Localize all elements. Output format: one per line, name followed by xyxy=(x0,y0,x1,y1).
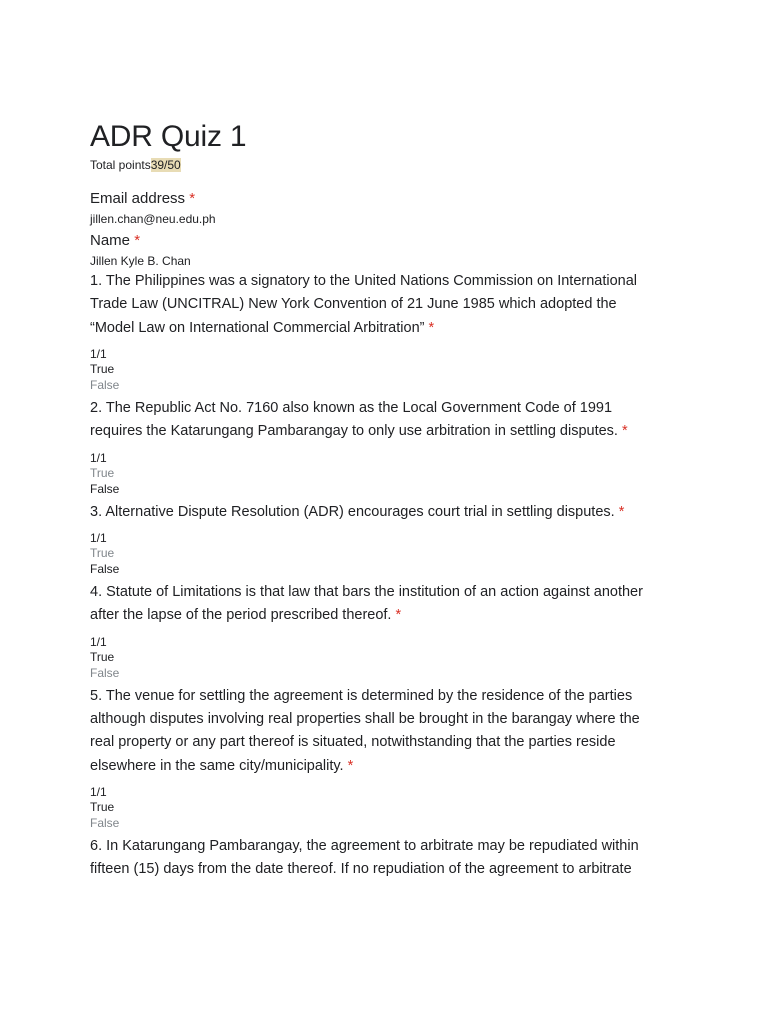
question-score: 1/1 xyxy=(90,530,107,545)
question-item xyxy=(90,835,690,882)
question-line-text: elsewhere in the same city/municipality. xyxy=(90,757,344,774)
question-line-text: 1. The Philippines was a signatory to the United Nations Commission on International xyxy=(90,273,637,289)
answer-option: False xyxy=(90,665,120,680)
question-item xyxy=(90,270,690,394)
required-asterisk: * xyxy=(428,319,435,336)
selected-answer-option: True xyxy=(90,362,115,377)
question-text-line xyxy=(90,293,690,316)
question-text xyxy=(90,581,690,628)
question-line-text: fifteen (15) days from the date thereof. If no repudiation of the agreement to arbitrate xyxy=(90,861,632,878)
question-text-line xyxy=(90,858,690,881)
question-text xyxy=(90,685,690,778)
required-asterisk: * xyxy=(189,190,196,207)
question-list xyxy=(90,270,690,882)
question-text-line xyxy=(90,755,690,778)
question-line-text: Trade Law (UNCITRAL) New York Convention of 21 June 1985 which adopted the xyxy=(90,296,617,313)
selected-answer-option: True xyxy=(90,650,115,665)
selected-answer-option: False xyxy=(90,481,120,496)
answer-option: False xyxy=(90,378,120,393)
email-field xyxy=(90,189,690,227)
question-text-line xyxy=(90,685,690,708)
required-asterisk: * xyxy=(395,607,402,624)
required-asterisk: * xyxy=(618,503,625,520)
question-line-text: real property or any part thereof is situated, notwithstanding that the parties reside xyxy=(90,734,616,751)
email-value: jillen.chan@neu.edu.ph xyxy=(90,212,216,226)
question-score: 1/1 xyxy=(90,346,107,361)
question-score: 1/1 xyxy=(90,784,107,799)
selected-answer-option: True xyxy=(90,800,115,815)
question-item xyxy=(90,501,690,578)
name-value: Jillen Kyle B. Chan xyxy=(90,254,191,268)
name-field xyxy=(90,231,690,269)
required-asterisk: * xyxy=(134,232,141,249)
question-item xyxy=(90,581,690,682)
email-label xyxy=(90,189,690,209)
question-text-line xyxy=(90,708,690,731)
question-score: 1/1 xyxy=(90,450,107,465)
question-item xyxy=(90,397,690,498)
question-text xyxy=(90,397,690,444)
question-line-text: 6. In Katarungang Pambarangay, the agreement to arbitrate may be repudiated within xyxy=(90,838,639,855)
answer-option: True xyxy=(90,466,115,481)
question-text-line xyxy=(90,501,690,524)
question-text-line xyxy=(90,420,690,443)
question-line-text: 5. The venue for settling the agreement is determined by the residence of the parties xyxy=(90,687,633,704)
question-text-line xyxy=(90,604,690,627)
name-label xyxy=(90,231,690,251)
question-line-text: after the lapse of the period prescribed thereof. xyxy=(90,607,392,624)
question-text-line xyxy=(90,731,690,754)
email-label-text: Email address xyxy=(90,190,186,207)
total-points-score: 39/50 xyxy=(150,158,181,172)
question-line-text: 4. Statute of Limitations is that law that bars the institution of an action against another xyxy=(90,584,643,601)
question-score: 1/1 xyxy=(90,634,107,649)
quiz-title: ADR Quiz 1 xyxy=(90,120,247,153)
question-text xyxy=(90,270,690,340)
question-line-text: 2. The Republic Act No. 7160 also known as the Local Government Code of 1991 xyxy=(90,399,613,416)
name-label-text: Name xyxy=(90,232,131,249)
total-points-label: Total points xyxy=(90,158,151,172)
question-text-line xyxy=(90,397,690,420)
selected-answer-option: False xyxy=(90,562,120,577)
quiz-page xyxy=(90,120,690,885)
question-text xyxy=(90,835,690,882)
question-line-text: “Model Law on International Commercial Arbitration” xyxy=(90,319,425,336)
question-line-text: although disputes involving real properties shall be brought in the barangay where the xyxy=(90,711,640,728)
question-line-text: requires the Katarungang Pambarangay to only use arbitration in settling disputes. xyxy=(90,423,618,440)
question-text xyxy=(90,501,690,524)
question-text-line xyxy=(90,317,690,340)
total-points xyxy=(90,157,690,173)
answer-option: False xyxy=(90,816,120,831)
question-text-line xyxy=(90,270,690,293)
question-item xyxy=(90,685,690,832)
answer-option: True xyxy=(90,546,115,561)
question-text-line xyxy=(90,835,690,858)
required-asterisk: * xyxy=(347,757,354,774)
question-line-text: 3. Alternative Dispute Resolution (ADR) encourages court trial in settling disputes. xyxy=(90,503,615,520)
required-asterisk: * xyxy=(622,423,628,440)
question-text-line xyxy=(90,581,690,604)
